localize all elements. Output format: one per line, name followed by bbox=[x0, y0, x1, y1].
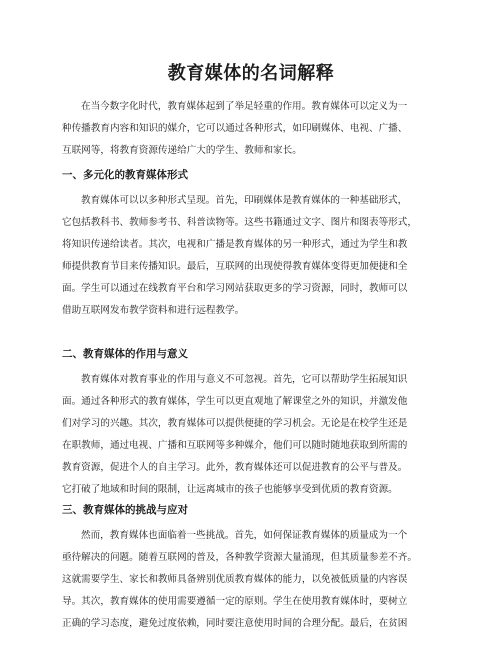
paragraph-line: 导。其次，教育媒体的使用需要遵循一定的原则。学生在使用教育媒体时，要树立 bbox=[62, 596, 408, 607]
paragraph-line: 互联网等，将教育资源传递给广大的学生、教师和家长。 bbox=[62, 145, 302, 156]
paragraph-line: 将知识传递给读者。其次，电视和广播是教育媒体的另一种形式，通过为学生和教 bbox=[62, 239, 408, 250]
section-paragraph bbox=[62, 525, 442, 635]
section-heading: 三、教育媒体的挑战与应对 bbox=[62, 504, 188, 516]
paragraph-line: 师提供教育节目来传播知识。最后，互联网的出现使得教育媒体变得更加便捷和全 bbox=[62, 261, 408, 272]
document-title: 教育媒体的名词解释 bbox=[167, 63, 335, 84]
paragraph-line: 在当今数字化时代，教育媒体起到了举足轻重的作用。教育媒体可以定义为一 bbox=[81, 101, 408, 112]
section-paragraph bbox=[62, 190, 442, 322]
paragraph-line: 亟待解决的问题。随着互联网的普及，各种教学资源大量涌现，但其质量参差不齐。 bbox=[62, 552, 417, 563]
paragraph-line: 借助互联网发布教学资料和进行远程教学。 bbox=[62, 305, 245, 316]
section-heading: 一、多元化的教育媒体形式 bbox=[62, 169, 188, 181]
paragraph-line: 它打破了地域和时间的限制，让远离城市的孩子也能够享受到优质的教育资源。 bbox=[62, 484, 398, 495]
paragraph-line: 然而，教育媒体也面临着一些挑战。首先，如何保证教育媒体的质量成为一个 bbox=[81, 530, 408, 541]
paragraph-line: 教育媒体可以以多种形式呈现。首先，印刷媒体是教育媒体的一种基础形式， bbox=[81, 195, 408, 206]
paragraph-line: 在职教师，通过电视、广播和互联网等多种媒介，他们可以随时随地获取到所需的 bbox=[62, 440, 408, 451]
paragraph-line: 它包括教科书、教师参考书、科普读物等。这些书籍通过文字、图片和图表等形式， bbox=[62, 217, 417, 228]
paragraph-line: 面。通过各种形式的教育媒体，学生可以更直观地了解课堂之外的知识，并激发他 bbox=[62, 396, 408, 407]
paragraph-line: 们对学习的兴趣。其次，教育媒体可以提供便捷的学习机会。无论是在校学生还是 bbox=[62, 418, 408, 429]
section-paragraph bbox=[62, 369, 442, 501]
paragraph-line: 教育媒体对教育事业的作用与意义不可忽视。首先，它可以帮助学生拓展知识 bbox=[81, 374, 408, 385]
section-heading: 二、教育媒体的作用与意义 bbox=[62, 348, 188, 360]
paragraph-line: 正确的学习态度，避免过度依赖，同时要注意使用时间的合理分配。最后，在贫困 bbox=[62, 618, 408, 629]
paragraph-line: 教育资源，促进个人的自主学习。此外，教育媒体还可以促进教育的公平与普及。 bbox=[62, 462, 408, 473]
paragraph-line: 面。学生可以通过在线教育平台和学习网站获取更多的学习资源，同时，教师可以 bbox=[62, 283, 408, 294]
paragraph-line: 种传播教育内容和知识的媒介，它可以通过各种形式，如印刷媒体、电视、广播、 bbox=[62, 123, 408, 134]
intro-paragraph bbox=[62, 96, 442, 162]
paragraph-line: 这就需要学生、家长和教师具备辨别优质教育媒体的能力，以免被低质量的内容误 bbox=[62, 574, 408, 585]
